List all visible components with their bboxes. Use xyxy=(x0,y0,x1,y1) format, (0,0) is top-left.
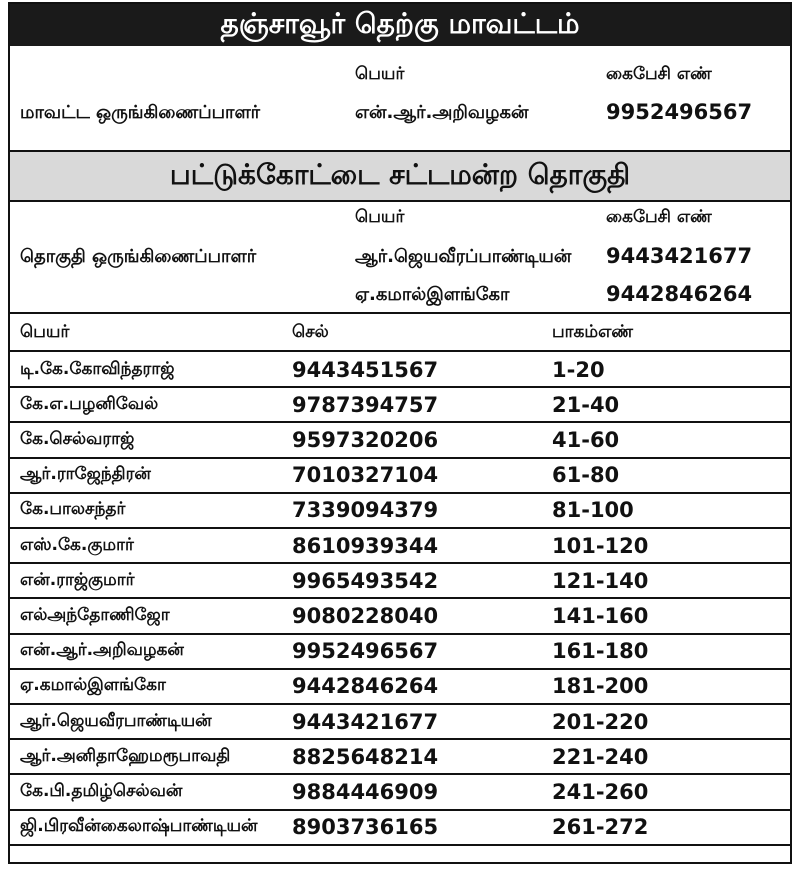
table-row xyxy=(10,493,790,528)
row-name: டி.கே.கோவிந்தராஜ் xyxy=(20,358,175,379)
row-phone: 9787394757 xyxy=(292,392,439,417)
table-row xyxy=(10,634,790,669)
constituency-role: தொகுதி ஒருங்கிணைப்பாளர் xyxy=(20,246,257,267)
constituency-mobile-header: கைபேசி எண் xyxy=(606,207,712,227)
row-phone: 9884446909 xyxy=(292,779,439,804)
row-phone: 9443421677 xyxy=(292,709,439,734)
row-part: 141-160 xyxy=(552,603,649,628)
row-part: 41-60 xyxy=(552,427,620,452)
row-phone: 9080228040 xyxy=(292,603,439,628)
table-header-phone: செல் xyxy=(292,322,329,342)
constituency-coordinator-name: ஆர்.ஜெயவீரப்பாண்டியன் xyxy=(355,246,572,267)
row-phone: 9442846264 xyxy=(292,674,439,699)
table-row xyxy=(10,669,790,704)
table-row xyxy=(10,352,790,387)
row-name: கே.பி.தமிழ்செல்வன் xyxy=(20,780,183,801)
table-row xyxy=(10,422,790,457)
row-name: ஏ.கமால்இளங்கோ xyxy=(20,675,166,696)
row-name: கே.செல்வராஜ் xyxy=(20,428,135,449)
row-part: 181-200 xyxy=(552,674,649,699)
district-title: தஞ்சாவூர் தெற்கு மாவட்டம் xyxy=(220,6,580,40)
row-name: எஸ்.கே.குமார் xyxy=(20,534,134,555)
table-top-rule xyxy=(10,312,790,314)
district-name-header: பெயர் xyxy=(355,64,405,84)
row-name: ஆர்.ராஜேந்திரன் xyxy=(20,464,151,485)
district-coordinator-mobile: 9952496567 xyxy=(606,100,753,124)
table-row xyxy=(10,563,790,598)
row-name: ஜி.பிரவீன்கைலாஷ்பாண்டியன் xyxy=(20,816,258,837)
row-phone: 9597320206 xyxy=(292,427,439,452)
row-phone: 8903736165 xyxy=(292,815,439,840)
row-part: 101-120 xyxy=(552,533,649,558)
row-phone: 8610939344 xyxy=(292,533,439,558)
row-name: ஆர்.ஜெயவீரபாண்டியன் xyxy=(20,710,212,731)
table-row xyxy=(10,739,790,774)
district-role: மாவட்ட ஒருங்கிணைப்பாளர் xyxy=(20,102,261,123)
constituency-name-header: பெயர் xyxy=(355,207,405,227)
table-header-name: பெயர் xyxy=(20,322,70,342)
constituency-coordinator-mobile: 9443421677 xyxy=(606,244,753,268)
table-header-part: பாகம்எண் xyxy=(552,322,633,342)
table-row xyxy=(10,704,790,739)
row-phone: 7010327104 xyxy=(292,463,439,488)
row-part: 81-100 xyxy=(552,498,634,523)
district-coordinator-name: என்.ஆர்.அறிவழகன் xyxy=(355,102,529,123)
table-row xyxy=(10,774,790,809)
row-phone: 9443451567 xyxy=(292,357,439,382)
coordinator-notice xyxy=(8,2,792,864)
district-title-band xyxy=(10,4,790,46)
constituency-title-band xyxy=(10,150,790,202)
row-phone: 9952496567 xyxy=(292,639,439,664)
table-row xyxy=(10,387,790,422)
row-name: ஆர்.அனிதாஹேமரூபாவதி xyxy=(20,745,231,766)
row-phone: 8825648214 xyxy=(292,744,439,769)
row-name: என்.ஆர்.அறிவழகன் xyxy=(20,640,184,661)
row-part: 201-220 xyxy=(552,709,649,734)
constituency-title: பட்டுக்கோட்டை சட்டமன்ற தொகுதி xyxy=(169,157,631,191)
table-row xyxy=(10,528,790,563)
row-part: 21-40 xyxy=(552,392,620,417)
row-part: 241-260 xyxy=(552,779,649,804)
row-phone: 9965493542 xyxy=(292,568,439,593)
table-row xyxy=(10,598,790,633)
row-part: 121-140 xyxy=(552,568,649,593)
district-mobile-header: கைபேசி எண் xyxy=(606,64,712,84)
row-part: 61-80 xyxy=(552,463,620,488)
row-name: எல்அந்தோணிஜோ xyxy=(20,604,170,625)
table-row xyxy=(10,458,790,493)
row-divider xyxy=(10,844,790,846)
row-name: கே.பாலசந்தர் xyxy=(20,499,126,520)
row-phone: 7339094379 xyxy=(292,498,439,523)
row-name: கே.எ.பழனிவேல் xyxy=(20,393,159,414)
row-part: 1-20 xyxy=(552,357,605,382)
constituency-coordinator-mobile: 9442846264 xyxy=(606,282,753,306)
row-part: 221-240 xyxy=(552,744,649,769)
constituency-coordinator-name: ஏ.கமால்இளங்கோ xyxy=(355,284,510,305)
table-row xyxy=(10,810,790,845)
row-part: 161-180 xyxy=(552,639,649,664)
row-part: 261-272 xyxy=(552,815,649,840)
row-name: என்.ராஜ்குமார் xyxy=(20,569,135,590)
